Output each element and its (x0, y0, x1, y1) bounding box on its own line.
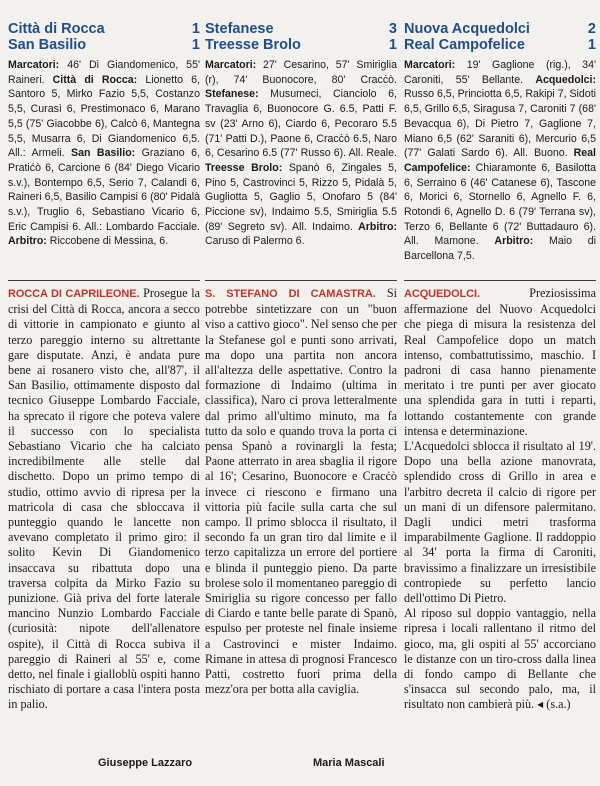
match-details (404, 58, 596, 264)
home-team-name: Città di Rocca (8, 21, 105, 37)
marcatori-text: 46' Di Giandomenico, 55' Raineri. (8, 59, 200, 86)
article-body: Prosegue la crisi del Città di Rocca, ancora a secco di vittorie in campionato e giunto al terzo pareggio interno su altrettante gare disputate. Anzi, è andata pure bene ai rosanero visto che, all'87', il San Basilio, ottimamente disposto dal tecnico Giuseppe Lombardo Facciale, ha sprecato il rigore che poteva valere il successo con lo specialista Sebastiano Vicario che ha calciato incredibilmente alle stelle dal dischetto. Dopo un primo tempo di studio, ottimo avvio di ripresa per la matricola di casa che sbloccava il punteggio quando le lancette non avevano completato il primo giro: il solito Kevin Di Giandomenico insaccava su ribattuta dopo una traversa colpita da Mirko Fazio su punizione. Già priva del forte laterale mancino Nunzio Lombardo Facciale (curiosità: nipote dell'allenatore ospite), il Città di Rocca subiva il pareggio di Raineri al 55' e, come detto, nel finale i gialloblù ospiti hanno rischiato di portare a casa l'intera posta in palio. (8, 286, 200, 712)
team2-lineup: Chiaramonte 6, Basilotta 6, Serraino 6 (46' Catanese 6), Tascone 6, Morici 6, Stornello 6, Agnello F. 6, Rotondi 6, Agnello D. 6 (79' Terrana sv), Terzo 6, Bellante 6 (72' Buttadauro 6). All. Mamone. (404, 161, 596, 248)
team1-label: Città di Rocca: (52, 73, 138, 86)
article-3 (404, 286, 596, 713)
article-byline: Giuseppe Lazzaro (98, 757, 193, 769)
away-team-row (205, 37, 397, 53)
away-team-score: 1 (191, 37, 200, 53)
team1-label: Acquedolci: (535, 73, 596, 86)
home-team-score: 2 (587, 21, 596, 37)
divider (205, 274, 397, 281)
article-byline: Maria Mascali (313, 757, 385, 769)
team2-label: Treesse Brolo: (205, 161, 283, 174)
article-paragraph (8, 286, 200, 713)
marcatori-label: Marcatori: (404, 59, 456, 71)
home-team-row (404, 21, 596, 37)
match-box-2 (205, 21, 397, 279)
home-team-score: 1 (191, 21, 200, 37)
team1-label: Stefanese: (205, 88, 259, 101)
match-box-1 (8, 21, 200, 279)
article-paragraph (404, 286, 596, 439)
article-paragraph: L'Acquedolci sblocca il risultato al 19'. Dopo una bella azione manovrata, splendido cross di Grillo in area e l'arbitro decreta il calcio di rigore per un mani di un difensore palermitano. Dagli undici metri trasforma imparabilmente Gaglione. Il raddoppio al 34' porta la firma di Caroniti, bravissimo a finalizzare un irresistibile contropiede su perfetto lancio dell'ottimo Di Pietro. (404, 439, 596, 606)
away-team-name: San Basilio (8, 37, 87, 53)
arbitro-text: Caruso di Palermo 6. (205, 235, 305, 248)
away-team-row (8, 37, 200, 53)
article-paragraph: Al riposo sul doppio vantaggio, nella ripresa i locali rallentano il ritmo del gioco, ma, gli ospiti al 55' accorciano le distanze con un tiro-cross dalla linea di fondo campo di Bellante che s'insacca sul secondo palo, ma, il risultato non cambierà più. ◂ (s.a.) (404, 606, 596, 712)
home-team-name: Nuova Acquedolci (404, 21, 530, 37)
article-1 (8, 286, 200, 713)
team1-lineup: Lionetto 6, Santoro 5, Mirko Fazio 5,5, Costanzo 5,5, Curasì 6, Prestimonaco 6, Marano 5,5 (75' Giacobbe 6), Calcò 6, Mantegna 5,5, Musarra 6, Di Giandomenico 6,5. All.: Armeli. (8, 73, 201, 160)
article-kicker: S. STEFANO DI CAMASTRA. (205, 288, 376, 300)
home-team-score: 3 (388, 21, 397, 37)
team2-label: San Basilio: (71, 147, 136, 160)
match-details (8, 58, 200, 249)
arbitro-text: Maio di Barcellona 7,5. (404, 235, 597, 263)
arbitro-label: Arbitro: (8, 235, 47, 248)
team1-lineup: Russo 6,5, Princiotta 6,5, Rakipi 7, Sidoti 6,5, Grillo 6,5, Siragusa 7, Caroniti 7 (68' Bevacqua 6), Di Pietro 7, Gaglione 7, Miano 6,5 (62' Saraniti 6), Mercurio 6,5 (77' Galati Sardo 6). All. Buono. (404, 88, 596, 160)
team2-lineup: Spanò 6, Zingales 5, Pino 5, Castrovinci 5, Rizzo 5, Pidalà 5, Gugliotta 5, Gaglio 5, Onofaro 5 (84' Piccione sv), Indaimo 5.5, Smiriglia 5.5 (89' Segreto sv). All. Indaimo. (205, 161, 397, 233)
team1-lineup: Musumeci, Cianciolo 6, Travaglia 6, Buonocore G. 6.5, Patti F. sv (23' Arno 6), Ciardo 6, Pecoraro 5.5 (71' Patti D.), Paone 6, Cracċò 6.5, Naro 6, Cesarino 6.5 (77' Russo 6). All. Reale. (205, 88, 397, 160)
team2-lineup: Graziano 6, Pratićò 6, Carcione 6 (84' Diego Vicario s.v.), Bontempo 6,5, Serio 7, Calandi 6, Raineri 6,5, Basilio Campisi 6 (80' Pidalà s.v.), Truglio 6, Sebastiano Vicario 6, Eric Campisi 6. All.: Lombardo Facciale. (8, 147, 200, 233)
away-team-score: 1 (388, 37, 397, 53)
article-kicker: ROCCA DI CAPRILEONE. (8, 288, 140, 300)
arbitro-label: Arbitro: (494, 235, 534, 248)
arbitro-label: Arbitro: (358, 220, 397, 233)
marcatori-text: 27' Cesarino, 57' Smiriglia (r), 74' Buonocore, 80' Cracċò. (205, 59, 397, 86)
away-team-score: 1 (587, 37, 596, 53)
article-2 (205, 286, 397, 697)
divider (404, 274, 596, 281)
away-team-row (404, 37, 596, 53)
match-box-3 (404, 21, 596, 279)
home-team-name: Stefanese (205, 21, 274, 37)
home-team-row (205, 21, 397, 37)
home-team-row (8, 21, 200, 37)
marcatori-label: Marcatori: (8, 59, 60, 71)
article-body: Preziosissima affermazione del Nuovo Acquedolci che piega di misura la resistenza del Real Campofelice dopo un match intenso, combattutissimo, maschio. I padroni di casa hanno pienamente meritato i tre punti per aver giocato una splendida gara in tutti i reparti, lottando costantemente con grande intensa e determinazione. (404, 286, 596, 438)
article-body: Si potrebbe sintetizzare con un "buon viso a cattivo gioco". Nel senso che per la Stefanese gol e punti sono arrivati, ma dopo una partita non ancora all'altezza delle aspettative. Contro la formazione di Indaimo (ultima in classifica), Naro ci prova letteralmente dal primo all'ultimo minuto, ma fa tutto da solo e quando trova la porta ci pensa Spanò a rovinargli la festa; Paone atterrato in area sbaglia il rigore al 16'; Cesarino, Buonocore e Cracċò invece ci riescono e firmano una vittoria più facile sulla carta che sul campo. Il primo sblocca il risultato, il secondo fa un gran tiro dal limite e il terzo capitalizza un errore del portiere e blinda il punteggio pieno. Da parte brolese solo il momentaneo pareggio di Smiriglia su rigore concesso per fallo di Ciardo e tante belle parate di Spanò, espulso per proteste nel finale insieme a Castrovinci e mister Indaimo. Rimane in attesa di prognosi Francesco Patti, costretto fuori prima della mezz'ora per botta alla caviglia. (205, 286, 397, 697)
marcatori-text: 19' Gaglione (rig.), 34' Caroniti, 55' Bellante. (404, 59, 596, 86)
away-team-name: Real Campofelice (404, 37, 525, 53)
arbitro-text: Riccobene di Messina, 6. (46, 235, 169, 248)
article-kicker: ACQUEDOLCI. (404, 288, 480, 300)
team2-label: Real Campofelice: (404, 147, 596, 174)
article-paragraph (205, 286, 397, 697)
match-details (205, 58, 397, 249)
divider (8, 274, 200, 281)
marcatori-label: Marcatori: (205, 59, 257, 71)
away-team-name: Treesse Brolo (205, 37, 301, 53)
